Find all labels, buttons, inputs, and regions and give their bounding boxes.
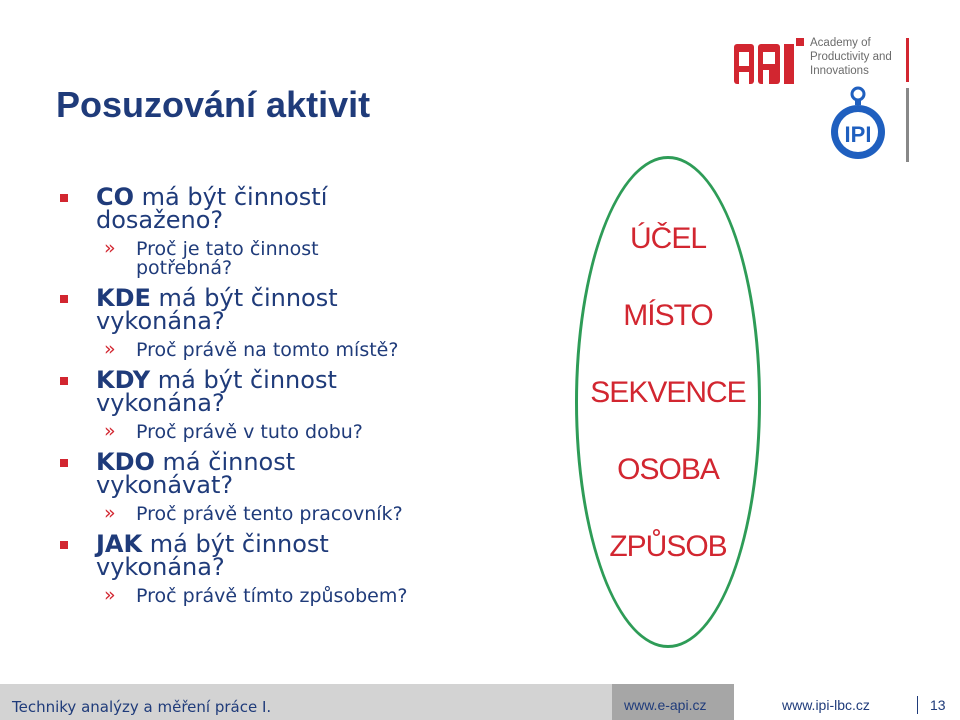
square-bullet-icon	[60, 459, 68, 467]
subquestion-text: Proč právě na tomto místě?	[136, 339, 399, 361]
footer-url-ipi[interactable]: www.ipi-lbc.cz	[782, 697, 870, 713]
slide-footer	[0, 684, 960, 720]
question-kdy	[60, 366, 530, 417]
academy-name	[810, 36, 892, 78]
slide-title: Posuzování aktivit	[56, 84, 371, 125]
academy-line1: Academy of	[810, 37, 871, 49]
chevron-marker-icon: »	[104, 584, 116, 606]
question-co	[60, 183, 530, 234]
question-text: má být činnost	[142, 530, 329, 558]
aspect-zpusob: ZPŮSOB	[609, 530, 727, 563]
question-text: má být činností	[134, 183, 328, 211]
footer-course-bar	[0, 684, 612, 720]
question-text: má být činnost	[150, 366, 337, 394]
academy-line3: Innovations	[810, 65, 869, 77]
chevron-marker-icon: »	[104, 338, 116, 360]
footer-separator	[917, 696, 918, 714]
aspect-osoba: OSOBA	[617, 453, 719, 486]
api-logo	[734, 36, 914, 166]
api-logo-mark	[734, 38, 806, 84]
question-jak	[60, 530, 530, 581]
question-text-cont: vykonána?	[96, 307, 225, 335]
question-list	[60, 183, 530, 615]
question-kdo	[60, 448, 530, 499]
subquestion-text: Proč právě v tuto dobu?	[136, 421, 363, 443]
question-kde	[60, 284, 530, 335]
footer-url-bar	[612, 684, 734, 720]
question-keyword: JAK	[96, 530, 143, 558]
page-number: 13	[930, 697, 946, 713]
subquestion-text: Proč právě tímto způsobem?	[136, 585, 408, 607]
chevron-marker-icon: »	[104, 237, 116, 259]
square-bullet-icon	[60, 377, 68, 385]
ipi-stopwatch-logo	[828, 86, 888, 162]
subquestion-text: Proč je tato činnost	[136, 238, 319, 260]
question-keyword: KDE	[96, 284, 151, 312]
question-text-cont: vykonána?	[96, 389, 225, 417]
subquestion-kdy	[60, 420, 530, 443]
chevron-marker-icon: »	[104, 420, 116, 442]
subquestion-text-cont: potřebná?	[136, 257, 233, 279]
question-text-cont: vykonána?	[96, 553, 225, 581]
question-keyword: KDO	[96, 448, 155, 476]
subquestion-jak	[60, 584, 530, 607]
square-bullet-icon	[60, 295, 68, 303]
subquestion-kde	[60, 338, 530, 361]
question-text-cont: dosaženo?	[96, 206, 224, 234]
subquestion-text: Proč právě tento pracovník?	[136, 503, 403, 525]
footer-right	[734, 684, 960, 720]
aspect-misto: MÍSTO	[623, 299, 713, 332]
aspect-ucel: ÚČEL	[629, 222, 707, 255]
ipi-seal-text: IPI	[844, 122, 872, 147]
question-keyword: CO	[96, 183, 135, 211]
square-bullet-icon	[60, 541, 68, 549]
chevron-marker-icon: »	[104, 502, 116, 524]
subquestion-co	[60, 237, 530, 279]
aspect-sekvence: SEKVENCE	[590, 376, 746, 409]
logo-divider-grey	[906, 88, 909, 162]
subquestion-kdo	[60, 502, 530, 525]
footer-url-eapi[interactable]: www.e-api.cz	[624, 697, 707, 713]
question-keyword: KDY	[96, 366, 151, 394]
logo-divider	[906, 38, 909, 82]
academy-line2: Productivity and	[810, 51, 892, 63]
question-text-cont: vykonávat?	[96, 471, 234, 499]
question-text: má být činnost	[150, 284, 338, 312]
square-bullet-icon	[60, 194, 68, 202]
question-text: má činnost	[154, 448, 296, 476]
footer-course-name: Techniky analýzy a měření práce I.	[12, 698, 272, 716]
